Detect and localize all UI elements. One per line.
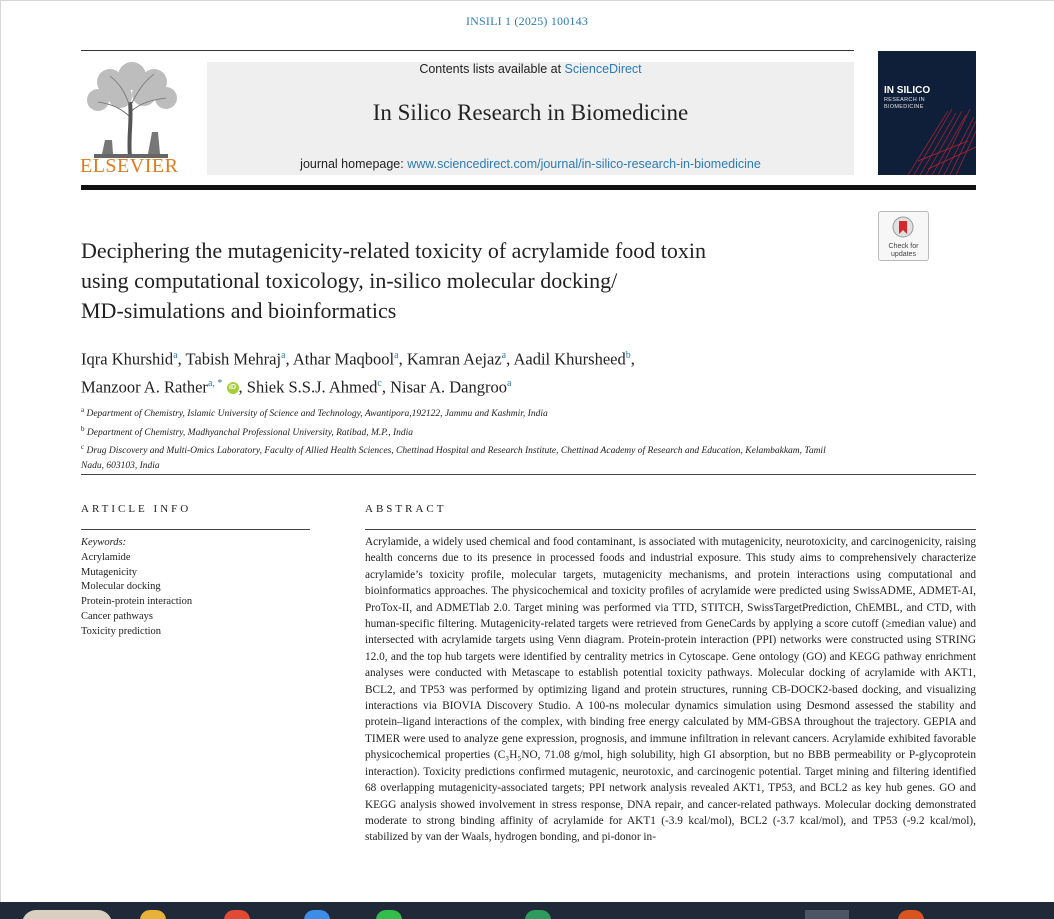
keyword-item: Cancer pathways: [81, 610, 154, 622]
affiliation-text: Department of Chemistry, Madhyanchal Professional University, Ratibad, M.P., India: [86, 427, 414, 438]
bookmark-icon: [891, 215, 915, 241]
author-affiliation-mark[interactable]: a: [501, 350, 507, 361]
cover-subtitle: [884, 97, 925, 110]
journal-reference[interactable]: INSILI 1 (2025) 100143: [465, 14, 589, 28]
abstract-heading: ABSTRACT: [365, 503, 447, 515]
author-name[interactable]: Iqra Khurshid: [81, 349, 174, 369]
author-separator: ,: [238, 377, 247, 396]
contents-prefix: Contents lists available at: [419, 62, 565, 76]
author-name[interactable]: Shiek S.S.J. Ahmed: [246, 377, 378, 396]
title-line-2: using computational toxicology, in-silico molecular docking/: [81, 268, 618, 293]
article-info-rule: [81, 529, 310, 530]
contents-line: [207, 62, 854, 76]
author-separator: ,: [506, 349, 514, 369]
author-affiliation-mark[interactable]: a, *: [207, 377, 223, 389]
journal-name[interactable]: In Silico Research in Biomedicine: [372, 100, 689, 125]
check-for-updates-label: Check for updates: [888, 243, 919, 258]
affiliation-mark: c: [81, 443, 85, 452]
sciencedirect-link[interactable]: ScienceDirect: [564, 62, 642, 76]
affiliation-text: Drug Discovery and Multi-Omics Laboratory, Faculty of Allied Health Sciences, Chettinad Hospital and Research Institute, Chettinad Academy of Research and Education, Kelambakkam, Tamil Nadu, 603103, India: [81, 446, 826, 471]
abstract-text: Acrylamide, a widely used chemical and food contaminant, is associated with mutagenicity, neurotoxicity, and carcinogenicity, raising health concerns due to its presence in processed foods and industrial exposure. This study aims to comprehensively characterize acrylamide’s toxicity profile, molecular targets, mutagenicity mechanisms, and protein interactions using computational and bioinformatics approaches. The physicochemical and toxicity profiles of acrylamide were predicted using SwissADME, ADMET-AI, ProTox-II, and ADMETlab 2.0. Target mining was performed via TTD, STITCH, SwissTargetPrediction, ChEMBL, and CTD, with human-specific filtering. Mutagenicity-related targets were retrieved from GeneCards by applying a score cutoff (≥median value) and intersected with acrylamide targets using Venn diagram. Protein-protein interaction (PPI) networks were constructed using STRING 12.0, and the top hub targets were identified by centrality metrics in Cytoscape. Gene ontology (GO) and KEGG pathway enrichment analyses were conducted with Metascape to establish potential toxicity pathways. Molecular docking of acrylamide with AKT1, BCL2, and TP53 was performed by optimizing ligand and protein structures, running CB-DOCK2-based docking, and visualizing interactions via BIOVIA Discovery Studio. A 100-ns molecular dynamics simulation using Desmond assessed the stability and protein–ligand interactions of the complex, with binding free energy calculated by MM-GBSA throughout the trajectory. GEPIA and TIMER were used to analyze gene expression, prognosis, and immune infiltration in relevant cancers. Acrylamide exhibited favorable physicochemical properties (C₃H₅NO, 71.08 g/mol, high solubility, high GI absorption, but no BBB permeability or P-glycoprotein interaction). Toxicity predictions confirmed mutagenic, neurotoxic, and carcinogenic potential. Target mining and filtering identified 68 overlapping mutagenicity-associated targets; PPI network analysis revealed AKT1, TP53, and BCL2 as key hub genes. GO and KEGG analysis showed involvement in stress response, DNA repair, and cancer-related pathways. Molecular docking demonstrated moderate to strong binding affinity of acrylamide for AKT1 (-3.9 kcal/mol), BCL2 (-3.7 kcal/mol), and TP53 (-9.2 kcal/mol), stabilized by van der Waals, hydrogen bonding, and pi-donor in-: [365, 536, 976, 844]
homepage-prefix: journal homepage:: [300, 157, 408, 171]
app-icon[interactable]: [805, 910, 849, 919]
keyword-item: Molecular docking: [81, 581, 161, 593]
author-name[interactable]: Nisar A. Dangroo: [390, 377, 507, 396]
keyword-item: Toxicity prediction: [81, 625, 162, 637]
keyword-item: Acrylamide: [81, 551, 131, 563]
os-taskbar: [0, 902, 1054, 919]
affiliation-item: [81, 403, 841, 422]
author-affiliation-mark[interactable]: b: [625, 350, 631, 361]
start-icon[interactable]: [22, 910, 112, 919]
author-name[interactable]: Aadil Khursheed: [513, 349, 626, 369]
keyword-item: Protein-protein interaction: [81, 596, 193, 608]
cover-graphic: [878, 51, 976, 175]
publisher-wordmark: ELSEVIER: [80, 155, 179, 177]
author-separator: ,: [381, 377, 391, 396]
orcid-icon[interactable]: iD: [227, 382, 239, 394]
keyword-item: Mutagenicity: [81, 566, 137, 578]
author-name[interactable]: Tabish Mehraj: [185, 349, 282, 369]
affiliations: [81, 403, 841, 473]
section-rule: [81, 474, 976, 475]
author-name[interactable]: Athar Maqbool: [292, 349, 395, 369]
abstract-rule: [365, 529, 976, 530]
author-separator: ,: [177, 349, 186, 369]
author-name[interactable]: Kamran Aejaz: [406, 349, 502, 369]
affiliation-item: [81, 440, 841, 473]
window-icon[interactable]: [304, 910, 330, 919]
author-separator: ,: [398, 349, 407, 369]
check-for-updates-button[interactable]: [878, 211, 929, 261]
keywords-list: [81, 536, 311, 640]
cover-title: IN SILICO: [884, 85, 931, 96]
author-separator: ,: [630, 349, 635, 369]
affiliation-text: Department of Chemistry, Islamic University of Science and Technology, Awantipora,192122, Jammu and Kashmir, India: [86, 409, 548, 420]
browser-icon[interactable]: [224, 910, 250, 919]
folder-icon[interactable]: [140, 910, 166, 919]
shield-icon[interactable]: [525, 910, 551, 919]
top-rule: [81, 50, 854, 51]
author-name[interactable]: Manzoor A. Rather: [81, 377, 208, 396]
affiliation-mark: b: [81, 424, 85, 433]
header-thick-rule: [81, 185, 976, 190]
office-icon[interactable]: [898, 910, 924, 919]
article-title: [81, 236, 851, 326]
cover-subtitle-line1: RESEARCH IN: [884, 97, 925, 103]
journal-cover-image[interactable]: [878, 51, 976, 175]
author-affiliation-mark[interactable]: a: [281, 350, 286, 361]
author-separator: ,: [285, 349, 293, 369]
title-line-3: MD-simulations and bioinformatics: [81, 298, 397, 323]
title-line-1: Deciphering the mutagenicity-related toxicity of acrylamide food toxin: [81, 238, 706, 263]
journal-homepage-line: [207, 157, 854, 171]
author-affiliation-mark[interactable]: a: [506, 377, 512, 389]
affiliation-mark: a: [81, 406, 85, 414]
cover-subtitle-line2: BIOMEDICINE: [884, 103, 924, 110]
affiliation-item: [81, 422, 841, 441]
journal-homepage-link[interactable]: www.sciencedirect.com/journal/in-silico-research-in-biomedicine: [407, 157, 761, 171]
chat-icon[interactable]: [376, 910, 402, 919]
author-affiliation-mark[interactable]: a: [394, 350, 399, 361]
article-info-heading: ARTICLE INFO: [81, 503, 192, 515]
author-affiliation-mark[interactable]: a: [173, 350, 178, 361]
keywords-label: Keywords:: [81, 537, 127, 548]
author-affiliation-mark[interactable]: c: [377, 377, 382, 389]
author-list: [81, 344, 881, 399]
